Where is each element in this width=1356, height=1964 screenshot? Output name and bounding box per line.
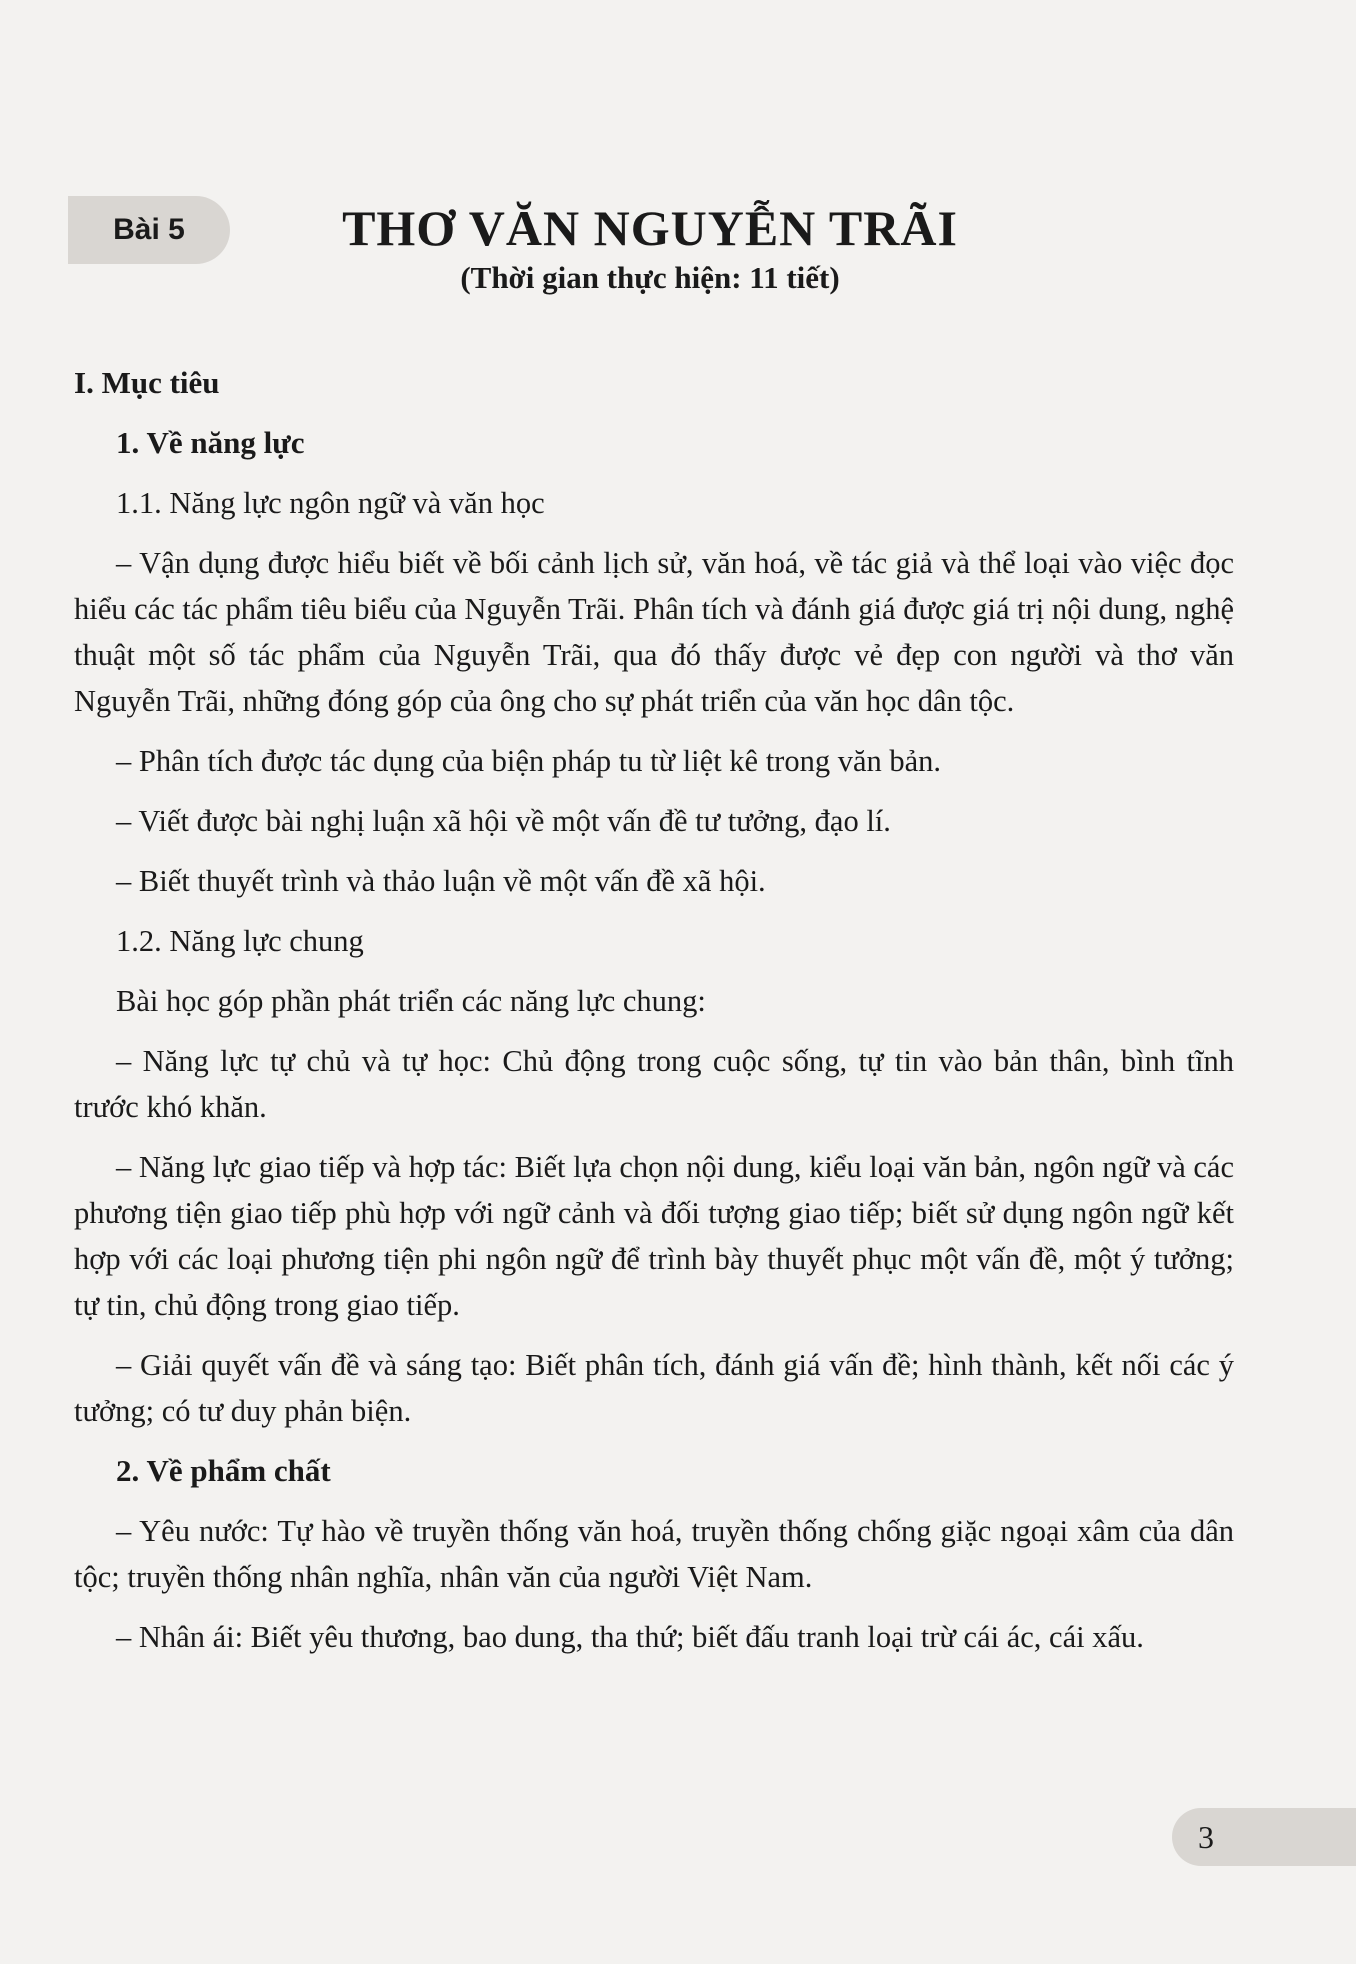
intro-paragraph: Bài học góp phần phát triển các năng lực chung:	[116, 984, 706, 1018]
body-content	[74, 360, 1234, 1674]
lesson-title: THƠ VĂN NGUYỄN TRÃI	[342, 200, 958, 256]
bullet-paragraph: – Nhân ái: Biết yêu thương, bao dung, tha thứ; biết đấu tranh loại trừ cái ác, cái xấu.	[116, 1620, 1144, 1654]
bullet-paragraph: – Viết được bài nghị luận xã hội về một vấn đề tư tưởng, đạo lí.	[116, 804, 891, 838]
bullet-paragraph: – Phân tích được tác dụng của biện pháp tu từ liệt kê trong văn bản.	[116, 744, 942, 778]
section-heading-muc-tieu: I. Mục tiêu	[74, 365, 220, 400]
bullet-paragraph: – Năng lực giao tiếp và hợp tác: Biết lựa chọn nội dung, kiểu loại văn bản, ngôn ngữ và các phương tiện giao tiếp phù hợp với ngữ cảnh và đối tượng giao tiếp; biết sử dụng ngôn ngữ kết hợp với các loại phương tiện phi ngôn ngữ để trình bày thuyết phục một vấn đề, một ý tưởng; tự tin, chủ động trong giao tiếp.	[74, 1150, 1234, 1322]
subsection-heading-pham-chat: 2. Về phẩm chất	[116, 1453, 331, 1488]
bullet-paragraph: – Vận dụng được hiểu biết về bối cảnh lịch sử, văn hoá, về tác giả và thể loại vào việc đọc hiểu các tác phẩm tiêu biểu của Nguyễn Trãi. Phân tích và đánh giá được giá trị nội dung, nghệ thuật một số tác phẩm của Nguyễn Trãi, qua đó thấy được vẻ đẹp con người và thơ văn Nguyễn Trãi, những đóng góp của ông cho sự phát triển của văn học dân tộc.	[74, 546, 1235, 718]
bullet-paragraph: – Yêu nước: Tự hào về truyền thống văn hoá, truyền thống chống giặc ngoại xâm của dân tộc; truyền thống nhân nghĩa, nhân văn của người Việt Nam.	[74, 1514, 1234, 1594]
bullet-paragraph: – Biết thuyết trình và thảo luận về một vấn đề xã hội.	[116, 864, 766, 898]
lesson-label-badge: Bài 5	[68, 196, 230, 264]
item-heading-1-1: 1.1. Năng lực ngôn ngữ và văn học	[116, 486, 545, 520]
subsection-heading-nang-luc: 1. Về năng lực	[116, 425, 305, 460]
lesson-subtitle: (Thời gian thực hiện: 11 tiết)	[460, 260, 840, 295]
bullet-paragraph: – Năng lực tự chủ và tự học: Chủ động trong cuộc sống, tự tin vào bản thân, bình tĩnh trước khó khăn.	[74, 1044, 1234, 1124]
item-heading-1-2: 1.2. Năng lực chung	[116, 924, 364, 958]
page-number: 3	[1172, 1808, 1356, 1866]
bullet-paragraph: – Giải quyết vấn đề và sáng tạo: Biết phân tích, đánh giá vấn đề; hình thành, kết nối các ý tưởng; có tư duy phản biện.	[74, 1348, 1234, 1428]
